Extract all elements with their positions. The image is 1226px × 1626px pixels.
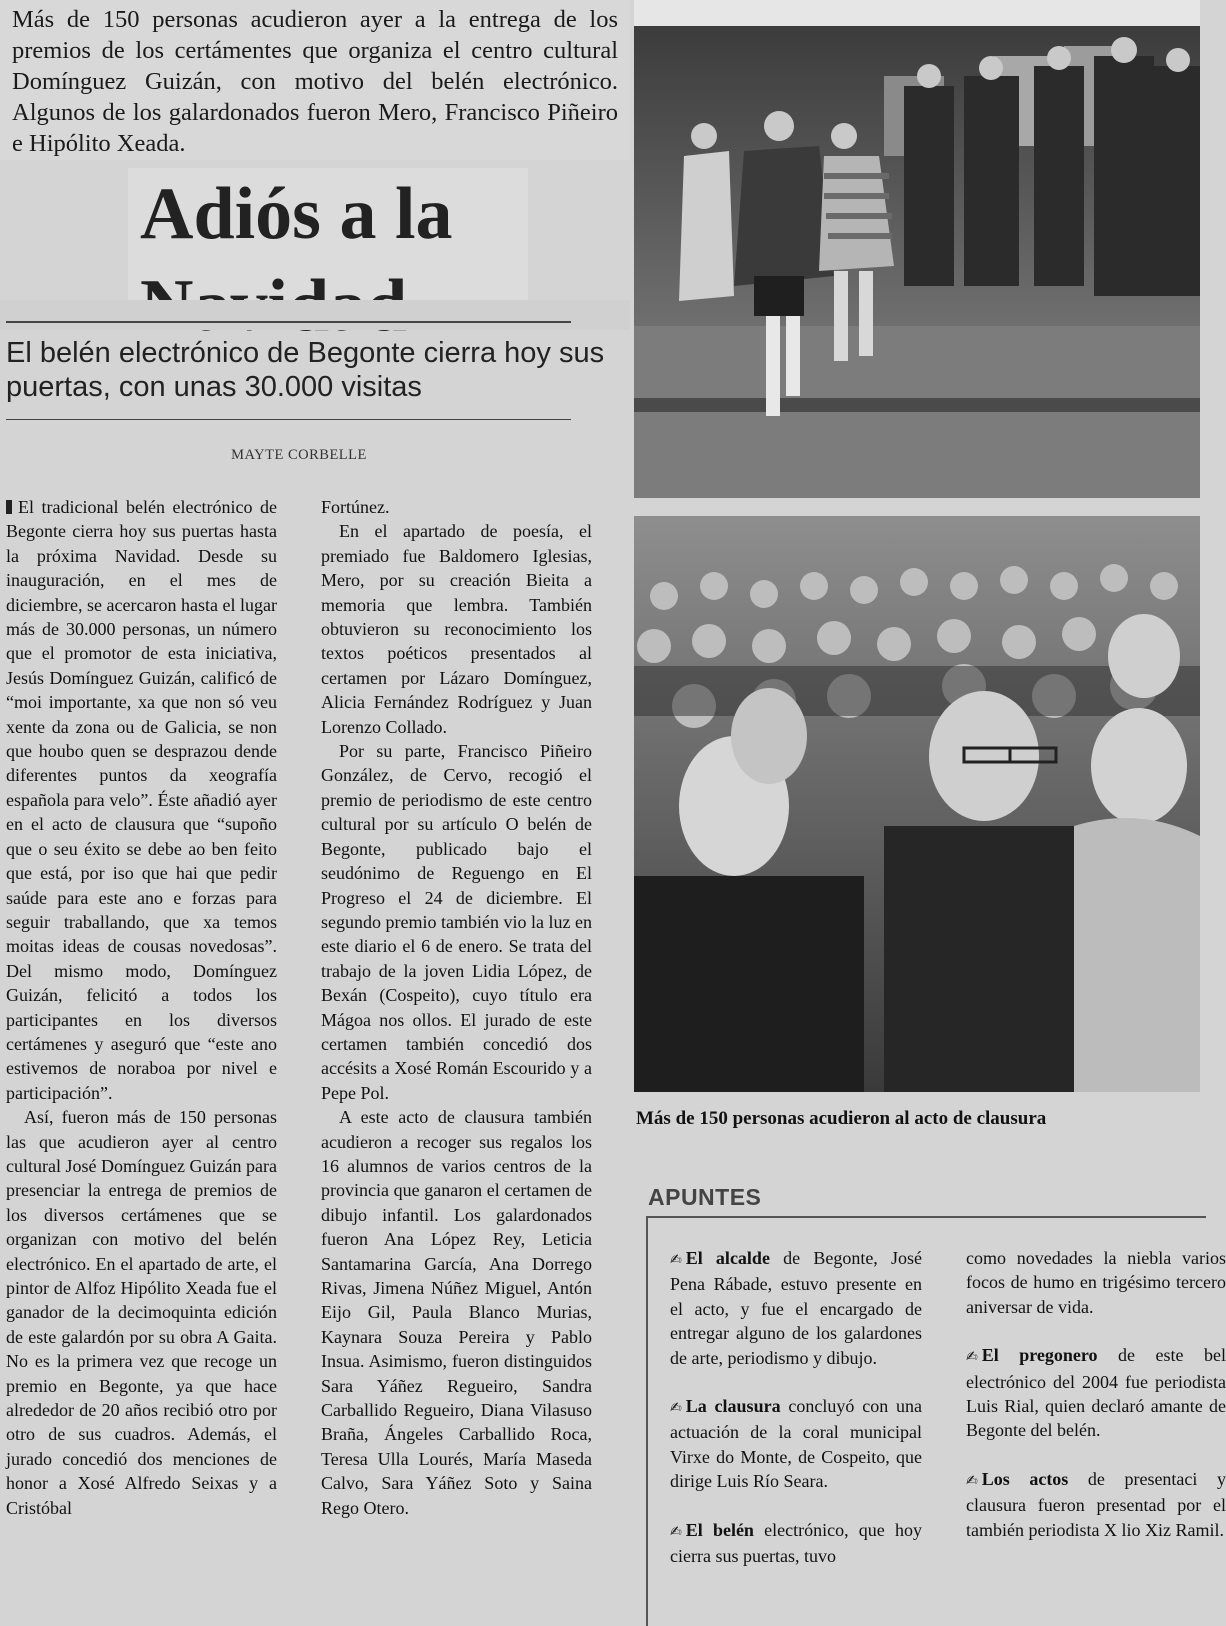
lede-text: Más de 150 personas acudieron ayer a la entrega de los premios de los certámentes que organiza el centro cultural Domínguez Guizán, con motivo del belén electrónico. Algunos de los galardonados fueron Mero, Francisco Piñeiro e Hipólito Xeada.	[12, 6, 618, 157]
apunte-item: ✍ El belén electrónico, que hoy cierra sus puertas, tuvo	[670, 1519, 922, 1567]
pen-icon: ✍	[670, 1523, 682, 1540]
lede-box	[0, 0, 630, 160]
apunte-item: ✍ El pregonero de este bel electrónico del 2004 fue periodista Luis Rial, quien declaró amante de Begonte del belén.	[966, 1345, 1226, 1441]
apuntes-column-2	[966, 1246, 1226, 1566]
apunte-item: como novedades la niebla varios focos de humo en trigésimo tercero aniversar de vida.	[966, 1248, 1226, 1317]
paragraph: Por su parte, Francisco Piñeiro González, de Cervo, recogió el premio de periodismo de este centro cultural por su artículo O belén de Begonte, publicado bajo el seudónimo de Reguengo en El Progreso el 24 de diciembre. El segundo premio también vio la luz en este diario el 6 de enero. Se trata del trabajo de la joven Lidia López, de Bexán (Cospeito), cuyo título era Mágoa nos ollos. El jurado de este certamen también concedió dos accésits a Xosé Román Escourido y a Pepe Pol.	[321, 741, 592, 1103]
photo-audience	[634, 516, 1200, 1092]
bottom-rule	[6, 419, 571, 420]
photo-caption: Más de 150 personas acudieron al acto de clausura	[636, 1108, 1047, 1129]
pen-icon: ✍	[670, 1400, 682, 1417]
subheadline: El belén electrónico de Begonte cierra hoy sus puertas, con unas 30.000 visitas	[6, 337, 605, 403]
clipping-edge	[0, 300, 630, 330]
article-column-1	[6, 495, 277, 1520]
pen-icon: ✍	[670, 1252, 682, 1268]
top-rule	[6, 321, 571, 323]
apunte-item: ✍ Los actos de presentaci y clausura fueron presentad por el también periodista X lio Xiz Ramil.	[966, 1468, 1226, 1540]
headline-box	[128, 168, 528, 308]
paragraph: El tradicional belén electrónico de Begonte cierra hoy sus puertas hasta la próxima Navidad. Desde su inauguración, en el mes de diciembre, se acercaron hasta el lugar más de 30.000 personas, un número que el promotor de esta iniciativa, Jesús Domínguez Guizán, calificó de “moi importante, xa que non só veu xente da zona ou de Galicia, se non que houbo quen se desprazou dende diferentes puntos da xeografía española para velo”. Éste añadió ayer en el acto de clausura que “supoño que o seu éxito se debe ao ben feito que está, por iso que hai que pedir saúde para este ano e forzas para seguir traballando, que xa temos moitas ideas de cousas novedosas”. Del mismo modo, Domínguez Guizán, felicitó a todos los participantes en los diversos certámenes y aseguró que “este ano estivemos de noraboa por nivel e participación”.	[6, 497, 277, 1103]
apuntes-title: APUNTES	[648, 1184, 762, 1210]
paragraph-marker-icon	[6, 500, 12, 514]
paragraph: Así, fueron más de 150 personas las que acudieron ayer al centro cultural José Domínguez Guizán para presenciar la entrega de premios de los diversos certámenes que se organizan con motivo del belén electrónico. En el apartado de arte, el pintor de Alfoz Hipólito Xeada fue el ganador de la decimoquinta edición de este galardón por su obra A Gaita. No es la primera vez que recoge un premio en Begonte, ya que hace alrededor de 20 años recibió otro por otro de sus cuadros. Además, el jurado concedió dos menciones de honor a Xosé Alfredo Seixas y a Cristóbal	[6, 1107, 277, 1518]
paragraph: En el apartado de poesía, el premiado fue Baldomero Iglesias, Mero, por su creación Bieita a memoria que lembra. También obtuvieron su reconocimiento los textos poéticos presentados al certamen por Lázaro Domínguez, Alicia Fernández Rodríguez y Juan Lorenzo Collado.	[321, 521, 592, 737]
photo-award-ceremony	[634, 26, 1200, 498]
pen-icon: ✍	[966, 1349, 978, 1366]
article-column-2	[321, 495, 592, 1520]
paragraph: A este acto de clausura también acudieron a recoger sus regalos los 16 alumnos de varios centros de la provincia que ganaron el certamen de dibujo infantil. Los galardonados fueron Ana López Rey, Leticia Santamarina García, Ana Dorrego Rivas, Jimena Núñez Miguel, Antón Eijo Gil, Paula Blanco Murias, Kaynara Souza Pereira y Pablo Insua. Asimismo, fueron distinguidos Sara Yáñez Regueiro, Sandra Carballido Regueiro, Diana Vilasuso Braña, Ángeles Carballido Roca, Teresa Ulla Lourés, María Maseda Calvo, Sara Yáñez Soto y Saina Rego Otero.	[321, 1107, 592, 1518]
clipping-scrap	[634, 0, 1200, 26]
paragraph: Fortúnez.	[321, 497, 390, 517]
apunte-item: ✍ El alcalde de Begonte, José Pena Rábade, estuvo presente en el acto, y fue el encargado de entregar alguno de los galardones de arte, periodismo y dibujo.	[670, 1248, 922, 1368]
pen-icon: ✍	[966, 1472, 978, 1489]
apuntes-column-1	[670, 1246, 922, 1592]
byline: MAYTE CORBELLE	[231, 447, 367, 463]
apunte-item: ✍ La clausura concluyó con una actuación de la coral municipal Virxe do Monte, de Cospeito, que dirige Luis Río Seara.	[670, 1396, 922, 1492]
headline-line-1: Adiós a la	[140, 173, 453, 255]
